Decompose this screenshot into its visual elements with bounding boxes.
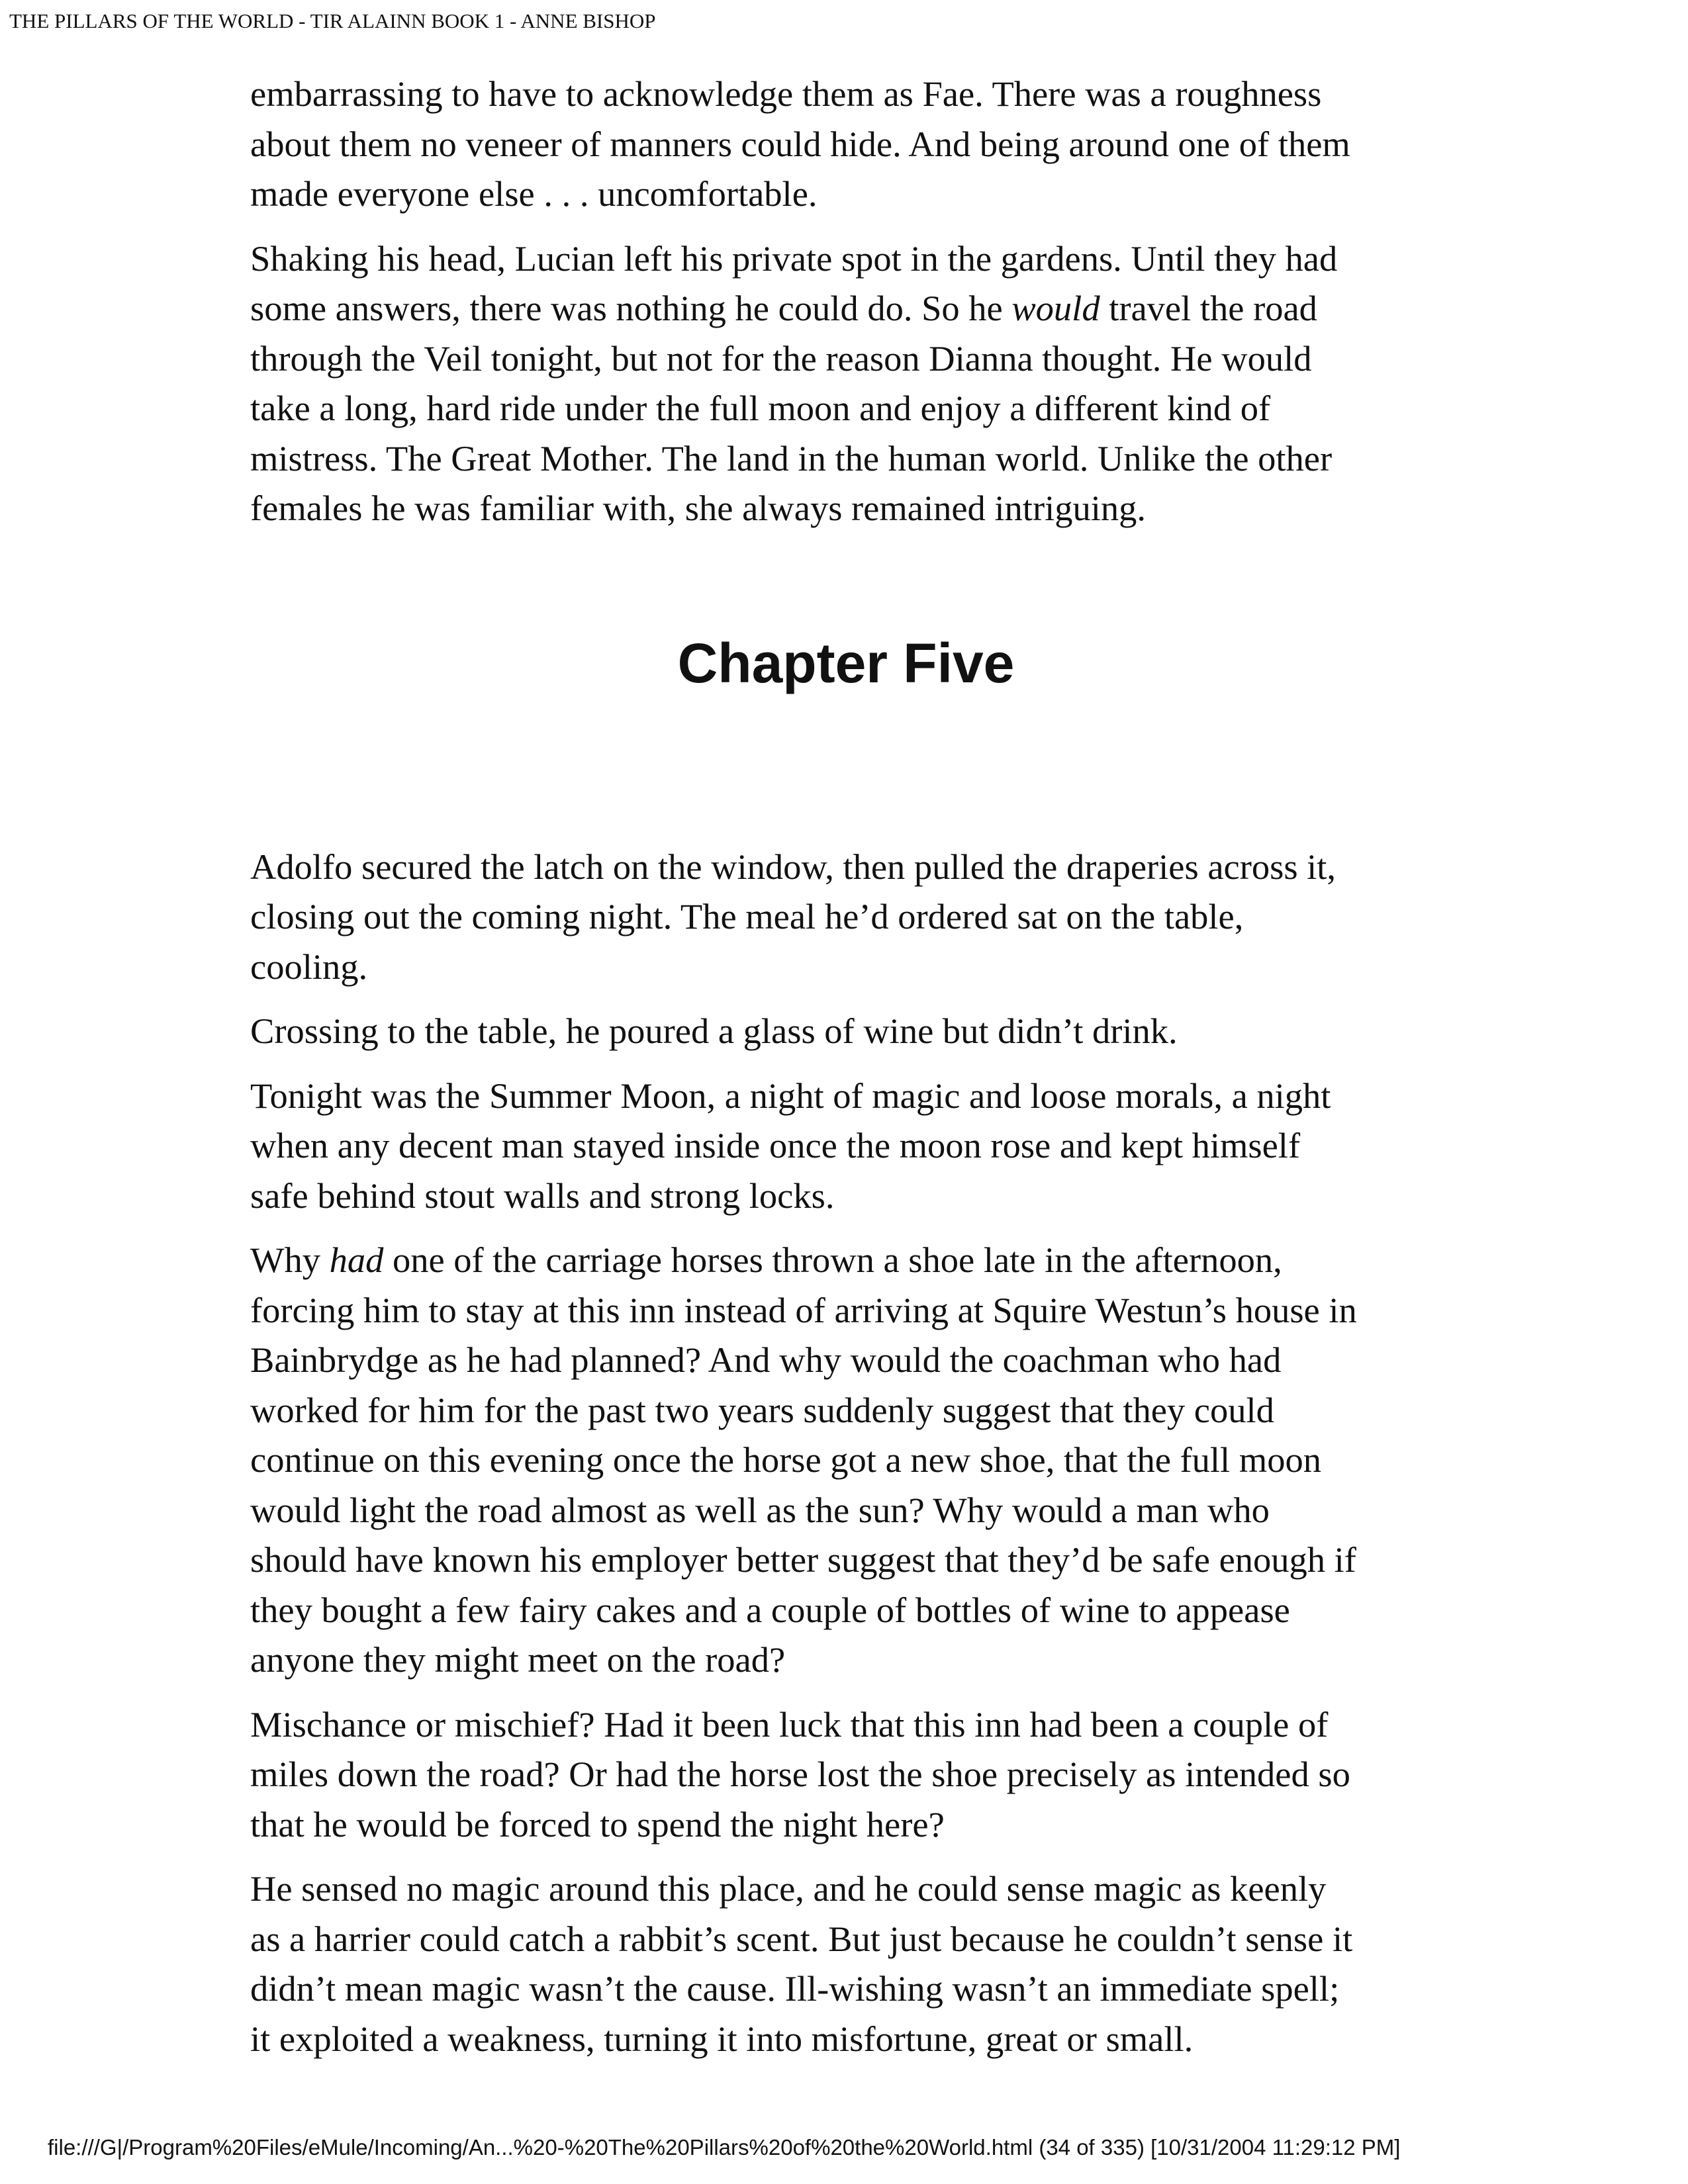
paragraph <box>250 842 1448 992</box>
section-after <box>250 842 1448 2064</box>
text-run: would light the road almost as well as the sun? Why would a man who <box>250 1489 1270 1530</box>
text-run: it exploited a weakness, turning it into misfortune, great or small. <box>250 2018 1194 2059</box>
paragraph <box>250 1006 1448 1056</box>
emphasis-text: had <box>329 1240 384 1280</box>
text-line <box>250 334 1448 384</box>
text-run: Tonight was the Summer Moon, a night of magic and loose morals, a night <box>250 1075 1331 1116</box>
text-run: made everyone else . . . uncomfortable. <box>250 173 818 214</box>
paragraph <box>250 1071 1448 1221</box>
text-run: mistress. The Great Mother. The land in the human world. Unlike the other <box>250 437 1333 478</box>
text-line <box>250 1071 1448 1121</box>
chapter-title: Chapter Five <box>677 631 1015 694</box>
text-line <box>250 234 1448 284</box>
text-line <box>250 2014 1448 2064</box>
text-line <box>250 119 1448 169</box>
text-line <box>250 1120 1448 1171</box>
text-line <box>250 942 1448 992</box>
paragraph <box>250 1700 1448 1850</box>
text-run: Why <box>250 1240 330 1280</box>
text-run: should have known his employer better suggest that they’d be safe enough if <box>250 1539 1356 1580</box>
text-line <box>250 1799 1448 1850</box>
text-run: travel the road <box>1100 288 1317 328</box>
text-run: through the Veil tonight, but not for the reason Dianna thought. He would <box>250 338 1312 379</box>
text-line <box>250 1964 1448 2014</box>
text-run: He sensed no magic around this place, and he could sense magic as keenly <box>250 1868 1327 1909</box>
text-run: that he would be forced to spend the night here? <box>250 1803 945 1844</box>
text-run: continue on this evening once the horse got a new shoe, that the full moon <box>250 1439 1321 1480</box>
text-run: safe behind stout walls and strong locks. <box>250 1175 835 1216</box>
text-run: as a harrier could catch a rabbit’s scent. But just because he couldn’t sense it <box>250 1918 1353 1959</box>
text-run: Shaking his head, Lucian left his private spot in the gardens. Until they had <box>250 238 1338 279</box>
text-line <box>250 1585 1448 1635</box>
text-line <box>250 1335 1448 1385</box>
paragraph <box>250 1235 1448 1685</box>
text-line <box>250 483 1448 533</box>
text-line <box>250 842 1448 892</box>
text-run: take a long, hard ride under the full moon and enjoy a different kind of <box>250 388 1271 428</box>
page-footer-url: file:///G|/Program%20Files/eMule/Incoming/An...%20-%20The%20Pillars%20of%20the%20World.html (34 of 335) [10/31/2004 11:29:12 PM] <box>48 2135 1401 2160</box>
paragraph <box>250 69 1448 219</box>
text-run: forcing him to stay at this inn instead of arriving at Squire Westun’s house in <box>250 1289 1357 1330</box>
text-run: when any decent man stayed inside once the moon rose and kept himself <box>250 1125 1301 1165</box>
page-header: THE PILLARS OF THE WORLD - TIR ALAINN BOOK 1 - ANNE BISHOP <box>9 9 656 32</box>
text-line <box>250 383 1448 433</box>
text-run: closing out the coming night. The meal he’d ordered sat on the table, <box>250 896 1244 936</box>
text-run: females he was familiar with, she always remained intriguing. <box>250 488 1146 528</box>
text-line <box>250 1535 1448 1585</box>
text-run: cooling. <box>250 946 368 987</box>
text-line <box>250 433 1448 484</box>
text-run: miles down the road? Or had the horse lost the shoe precisely as intended so <box>250 1754 1350 1794</box>
text-line <box>250 1235 1448 1285</box>
text-line <box>250 283 1448 334</box>
text-line <box>250 1700 1448 1750</box>
text-run: some answers, there was nothing he could do. So he <box>250 288 1012 328</box>
text-run: one of the carriage horses thrown a shoe late in the afternoon, <box>383 1240 1282 1280</box>
emphasis-text: would <box>1011 288 1100 328</box>
document-body <box>250 69 1448 2078</box>
text-run: Crossing to the table, he poured a glass of wine but didn’t drink. <box>250 1011 1178 1051</box>
text-line <box>250 1485 1448 1535</box>
text-line <box>250 169 1448 219</box>
text-line <box>250 1635 1448 1685</box>
text-line <box>250 1914 1448 1964</box>
text-run: didn’t mean magic wasn’t the cause. Ill-wishing wasn’t an immediate spell; <box>250 1968 1340 2009</box>
text-line <box>250 1006 1448 1056</box>
text-run: Bainbrydge as he had planned? And why would the coachman who had <box>250 1340 1282 1380</box>
text-run: they bought a few fairy cakes and a couple of bottles of wine to appease <box>250 1589 1290 1630</box>
text-line <box>250 1171 1448 1221</box>
text-line <box>250 1385 1448 1435</box>
text-line <box>250 891 1448 942</box>
text-run: embarrassing to have to acknowledge them as Fae. There was a roughness <box>250 73 1322 114</box>
paragraph <box>250 1864 1448 2064</box>
text-run: about them no veneer of manners could hide. And being around one of them <box>250 123 1350 164</box>
text-line <box>250 1435 1448 1485</box>
text-line <box>250 1749 1448 1799</box>
text-run: anyone they might meet on the road? <box>250 1639 786 1680</box>
text-line <box>250 1864 1448 1914</box>
text-line <box>250 1285 1448 1336</box>
paragraph <box>250 234 1448 533</box>
text-line <box>250 69 1448 119</box>
text-run: worked for him for the past two years suddenly suggest that they could <box>250 1389 1274 1430</box>
text-run: Mischance or mischief? Had it been luck that this inn had been a couple of <box>250 1704 1329 1745</box>
section-before <box>250 69 1448 533</box>
text-run: Adolfo secured the latch on the window, then pulled the draperies across it, <box>250 846 1336 887</box>
